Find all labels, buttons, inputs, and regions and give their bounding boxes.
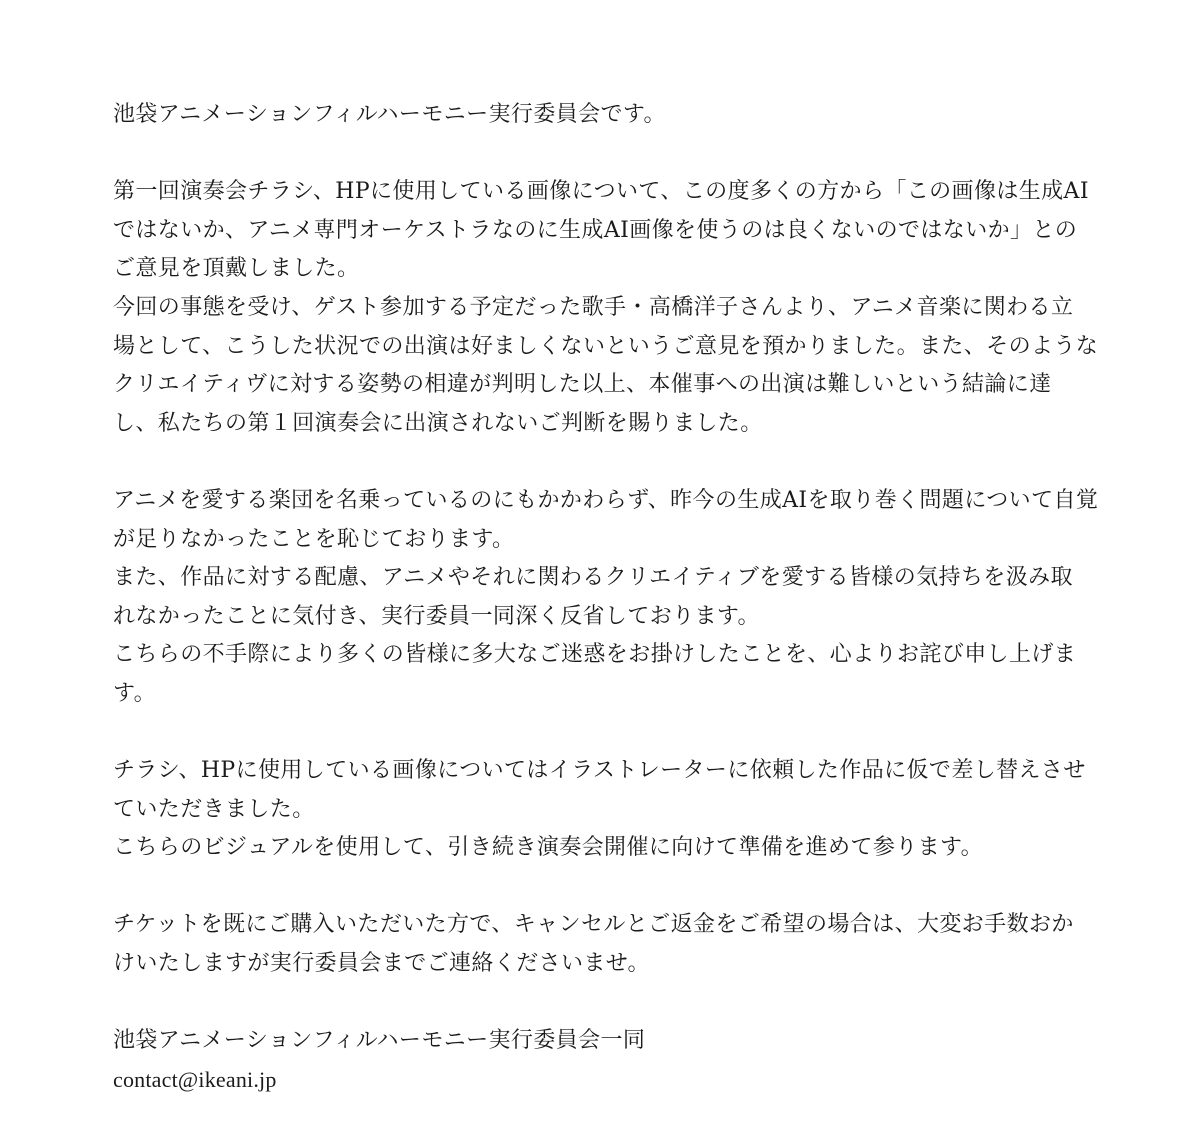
text-line: こちらのビジュアルを使用して、引き続き演奏会開催に向けて準備を進めて参ります。	[113, 835, 984, 861]
text-line: ていただきました。	[113, 796, 315, 822]
paragraph-spacer	[113, 135, 1103, 174]
paragraph-ticket-refund	[113, 906, 1103, 983]
paragraph-ai-image-response	[113, 173, 1103, 443]
paragraph-spacer	[113, 868, 1103, 907]
contact-email[interactable]: contact@ikeani.jp	[113, 1066, 277, 1092]
text-line: 場として、こうした状況での出演は好ましくないというご意見を預かりました。また、そのような	[113, 333, 1099, 359]
text-line: ご意見を頂戴しました。	[113, 256, 360, 282]
signature-organization: 池袋アニメーションフィルハーモニー実行委員会一同	[113, 1028, 646, 1054]
text-line: が足りなかったことを恥じております。	[113, 526, 515, 552]
paragraph-spacer	[113, 443, 1103, 482]
text-line: し、私たちの第１回演奏会に出演されないご判断を賜りました。	[113, 410, 763, 436]
text-line: れなかったことに気付き、実行委員一同深く反省しております。	[113, 603, 760, 629]
text-line: チケットを既にご購入いただいた方で、キャンセルとご返金をご希望の場合は、大変お手数おか	[113, 912, 1074, 938]
text-line: 今回の事態を受け、ゲスト参加する予定だった歌手・高橋洋子さんより、アニメ音楽に関わる立	[113, 294, 1074, 320]
text-line: こちらの不手際により多くの皆様に多大なご迷惑をお掛けしたことを、心よりお詫び申し上げま	[113, 642, 1077, 668]
text-line: クリエイティヴに対する姿勢の相違が判明した以上、本催事への出演は難しいという結論に達	[113, 372, 1052, 398]
greeting-line: 池袋アニメーションフィルハーモニー実行委員会です。	[113, 102, 666, 127]
text-line: チラシ、HPに使用している画像についてはイラストレーターに依頼した作品に仮で差し替えさせ	[113, 758, 1086, 784]
paragraph-image-replacement	[113, 752, 1103, 868]
text-line: 第一回演奏会チラシ、HPに使用している画像について、この度多くの方から「この画像は生成AI	[113, 179, 1089, 205]
paragraph-spacer	[113, 984, 1103, 1023]
statement-document	[113, 96, 1103, 1099]
paragraph-apology	[113, 482, 1103, 714]
text-line: また、作品に対する配慮、アニメやそれに関わるクリエイティブを愛する皆様の気持ちを汲み取	[113, 565, 1073, 591]
text-line: ではないか、アニメ専門オーケストラなのに生成AI画像を使うのは良くないのではないか」との	[113, 217, 1078, 243]
signature-block	[113, 1022, 1103, 1099]
text-line: す。	[113, 680, 157, 706]
text-line: アニメを愛する楽団を名乗っているのにもかかわらず、昨今の生成AIを取り巻く問題について自覚	[113, 487, 1099, 513]
paragraph-spacer	[113, 714, 1103, 753]
text-line: けいたしますが実行委員会までご連絡くださいませ。	[113, 951, 650, 977]
